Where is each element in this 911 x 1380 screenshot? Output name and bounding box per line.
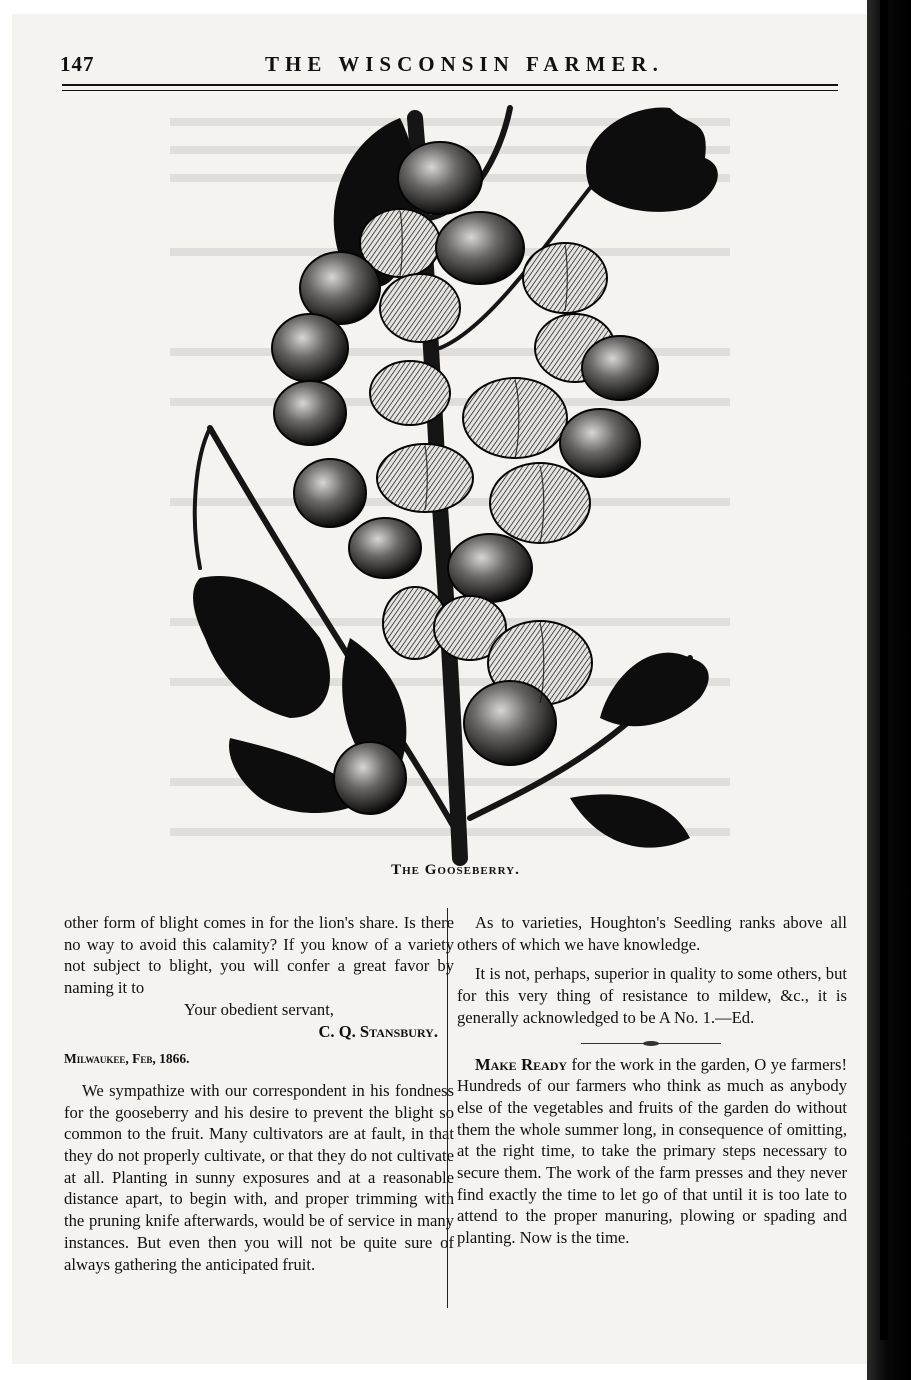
section-separator: [581, 1043, 721, 1044]
make-ready-lead: Make Ready: [475, 1054, 568, 1074]
letter-closing: Your obedient servant,: [184, 999, 334, 1019]
page-number: 147: [60, 52, 95, 76]
header-rule-top: [62, 84, 838, 86]
make-ready-body: for the work in the garden, O ye farmers! Hundreds of our farmers who think as much as anybody else of the vegetables and fruits of the garden do without them the whole summer long, in consequence of omitting, at the right time, to take the primary steps necessary to secure them. The work of the farm presses and they never find exactly the time to let go of that until it is too late to attend to the proper manuring, plowing or spading and planting. Now is the time.: [457, 1054, 847, 1248]
right-column: [457, 912, 847, 1249]
make-ready-paragraph: [457, 1054, 847, 1249]
journal-title: THE WISCONSIN FARMER.: [265, 52, 664, 76]
binding-edge: [880, 0, 888, 1340]
page-edge-shadow: [867, 0, 911, 1380]
gooseberry-illustration: [170, 98, 730, 876]
editor-response: We sympathize with our correspondent in his fondness for the gooseberry and his desire to prevent the blight so common to the fruit. Many cultivators are at fault, in that they do not properly cultivate, or that they do not cultivate at all. Planting in sunny exposures and at a reasonable distance apart, to begin with, and proper trimming with the pruning knife afterwards, would be of service in many instances. But even then you will not be quite sure of always gathering the anticipated fruit.: [64, 1080, 454, 1274]
left-column: [64, 912, 454, 1275]
letter-signature: [64, 1021, 454, 1043]
letter-continuation: other form of blight comes in for the lion's share. Is there no way to avoid this calamity? If you know of a variety not subject to blight, you will confer a great favor by naming it to: [64, 913, 454, 998]
header-rule-bottom: [62, 90, 838, 91]
mildew-paragraph: It is not, perhaps, superior in quality to some others, but for this very thing of resistance to mildew, &c., it is generally acknowledged to be A No. 1.—Ed.: [457, 964, 847, 1027]
dateline: Milwaukee, Feb, 1866.: [64, 1051, 190, 1067]
signature-text: C. Q. Stansbury.: [318, 1021, 438, 1041]
figure-caption: The Gooseberry.: [391, 862, 520, 878]
page-header: [0, 52, 911, 80]
varieties-paragraph: As to varieties, Houghton's Seedling ranks above all others of which we have knowledge.: [457, 913, 847, 954]
berries: [272, 142, 658, 814]
